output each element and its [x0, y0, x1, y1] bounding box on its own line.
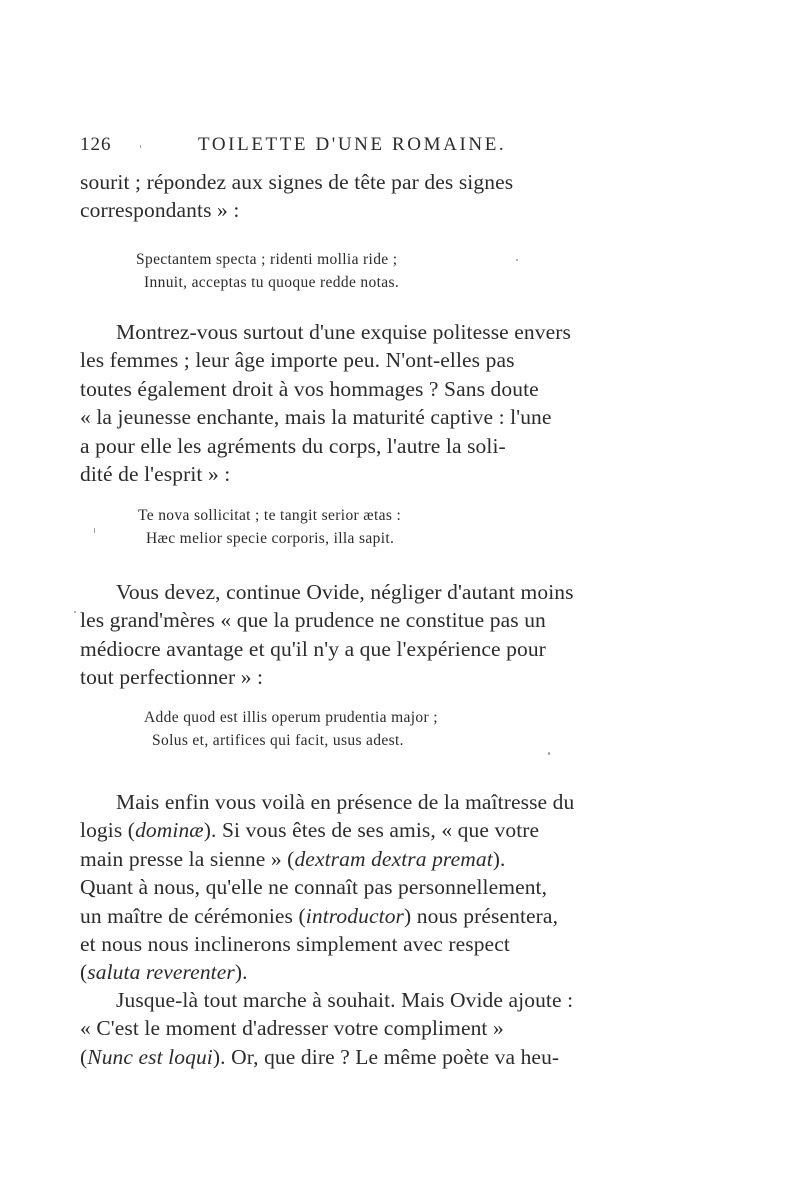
- paragraph-3: [80, 578, 614, 692]
- quote-line: Te nova sollicitat ; te tangit serior ætas :: [138, 507, 402, 524]
- text-run: (: [80, 1044, 88, 1069]
- text-run: main presse la sienne » (: [80, 846, 295, 871]
- text-run: ).: [492, 846, 506, 871]
- text-line: les femmes ; leur âge importe peu. N'ont-elles pas: [80, 348, 515, 373]
- text-line: [80, 845, 614, 873]
- text-run: ).: [234, 960, 248, 985]
- scan-speck: [140, 145, 141, 148]
- quote-line: Adde quod est illis operum prudentia major ;: [144, 709, 438, 726]
- quote-line: Spectantem specta ; ridenti mollia ride ;: [136, 251, 398, 268]
- text-line: Vous devez, continue Ovide, négliger d'autant moins: [116, 580, 574, 604]
- text-run: logis (: [80, 818, 136, 843]
- scan-speck: [548, 752, 550, 755]
- paragraph-4: [80, 788, 614, 987]
- latin-term: introductor: [305, 903, 405, 928]
- header-title: TOILETTE D'UNE ROMAINE.: [198, 134, 507, 155]
- latin-quote-1: [136, 249, 399, 294]
- text-run: (: [80, 960, 88, 985]
- text-line: [80, 816, 614, 844]
- quote-line: Innuit, acceptas tu quoque redde notas.: [144, 273, 400, 291]
- text-line: [80, 958, 614, 986]
- text-run: ). Or, que dire ? Le même poète va heu-: [212, 1044, 560, 1069]
- text-line: toutes également droit à vos hommages ? Sans doute: [80, 376, 539, 401]
- text-line: [80, 902, 614, 930]
- text-line: [80, 1043, 614, 1071]
- paragraph-2: [80, 318, 614, 488]
- text-line: correspondants » :: [80, 198, 240, 223]
- text-line: « C'est le moment d'adresser votre compliment »: [80, 1016, 504, 1041]
- quote-line: Solus et, artifices qui facit, usus adest.: [152, 731, 404, 749]
- text-line: sourit ; répondez aux signes de tête par des signes: [80, 170, 514, 194]
- quote-line: Hæc melior specie corporis, illa sapit.: [146, 529, 395, 547]
- text-line: a pour elle les agréments du corps, l'autre la soli-: [80, 433, 506, 458]
- text-run: ). Si vous êtes de ses amis, « que votre: [203, 818, 540, 843]
- text-line: dité de l'esprit » :: [80, 462, 231, 487]
- running-head: [80, 134, 620, 160]
- latin-term: dextram dextra premat: [294, 846, 493, 871]
- latin-quote-2: [138, 505, 401, 550]
- scan-speck: [94, 528, 95, 533]
- latin-term: dominæ: [135, 818, 204, 843]
- paragraph-1: [80, 168, 614, 225]
- text-line: et nous nous inclinerons simplement avec respect: [80, 932, 510, 957]
- paragraph-5: [80, 986, 614, 1071]
- text-line: « la jeunesse enchante, mais la maturité captive : l'une: [80, 405, 552, 430]
- latin-term: Nunc est loqui: [87, 1044, 213, 1069]
- latin-term: saluta reverenter: [87, 960, 235, 985]
- text-line: Quant à nous, qu'elle ne connaît pas personnellement,: [80, 875, 548, 900]
- scan-speck: [74, 611, 76, 613]
- page-number: 126: [80, 134, 112, 155]
- text-line: Jusque-là tout marche à souhait. Mais Ovide ajoute :: [116, 988, 574, 1012]
- text-line: médiocre avantage et qu'il n'y a que l'expérience pour: [80, 636, 546, 661]
- text-line: Mais enfin vous voilà en présence de la maîtresse du: [116, 790, 575, 814]
- latin-quote-3: [144, 707, 438, 752]
- text-line: tout perfectionner » :: [80, 665, 264, 690]
- text-run: ) nous présentera,: [404, 903, 559, 928]
- scan-speck: [516, 259, 518, 261]
- text-run: un maître de cérémonies (: [80, 903, 306, 928]
- text-line: les grand'mères « que la prudence ne constitue pas un: [80, 608, 546, 633]
- text-line: Montrez-vous surtout d'une exquise politesse envers: [116, 320, 572, 344]
